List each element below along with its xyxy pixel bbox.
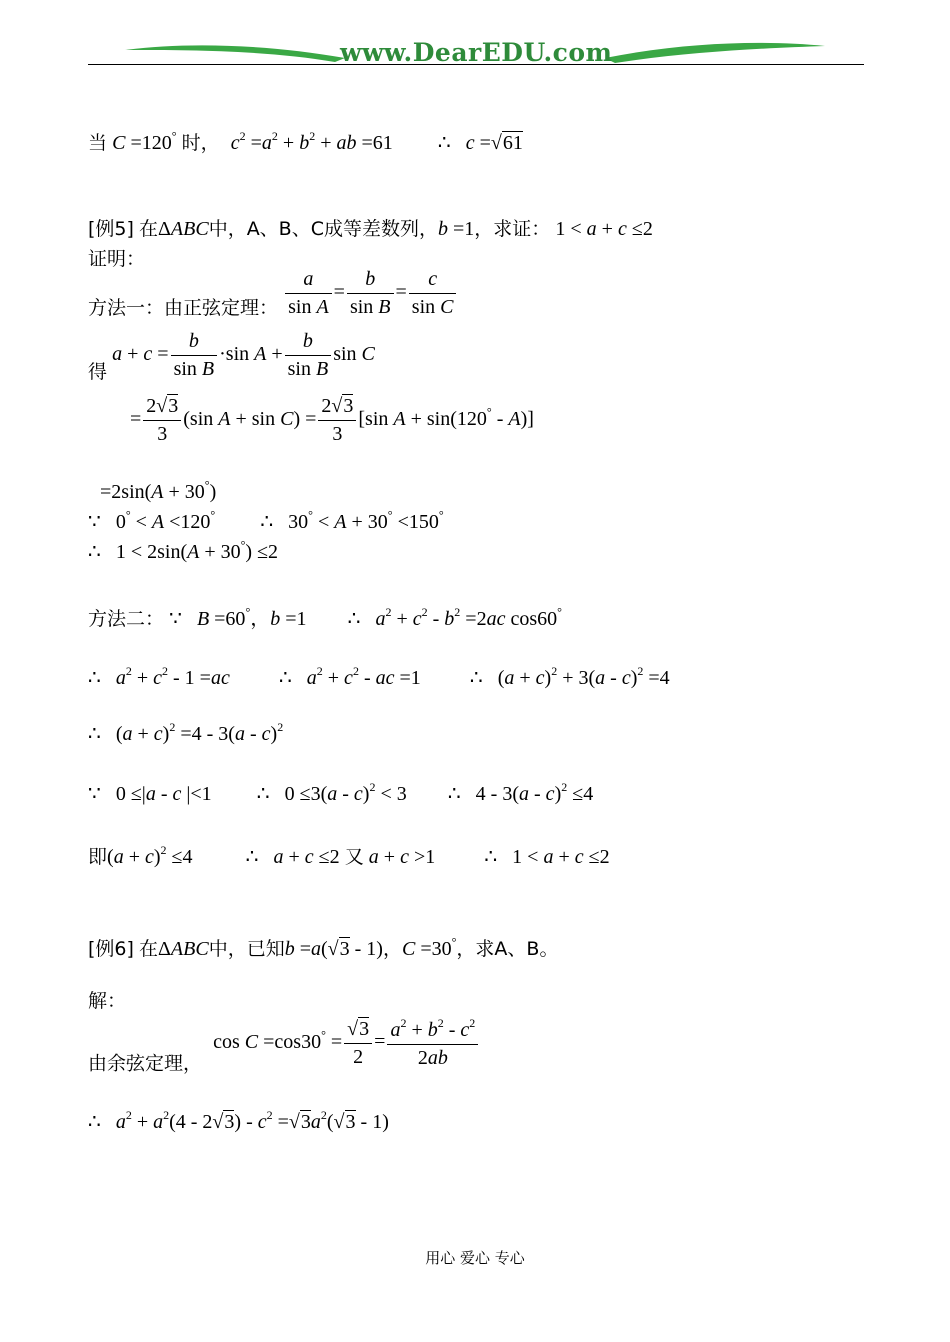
method2-line5: 即$(a + c)^2 \le 4$ ∴ a + c ≤2 又 a + c >1 ∴ 1 < a + c ≤2: [88, 843, 610, 868]
header-rule: [88, 64, 864, 65]
method1-sine-law: 方法一：由正弦定理： $\frac{a}{\text{sin A}}$ = $\frac{b}{\text{sin B}}$ = $\frac{c}{\text{sin C}}$: [88, 268, 458, 320]
final-equation: ∴ $a^2 + a^2(4 - 2√3) - c^2 =√3a^2(√3 - 1)$: [88, 1108, 389, 1133]
method1-step2: = $\frac{2√3}{3}$ (sin A + sin C) = $\frac{2√3}{3}$ [sin A + sin(120° - A)]: [130, 395, 534, 445]
page-footer: 用心 爱心 专心: [425, 1249, 525, 1267]
method2-line4: ∵ 0 ≤|a - c |<1 ∴ 0 ≤3(a - c)$^2$ < 3 ∴ 4 - 3(a - c)$^2$ ≤4: [88, 780, 594, 805]
solution-label: 解：: [88, 990, 127, 1012]
method2-line2: ∴ $a^2 + c^2 - 1 =ac$ ∴ $a^2 + c^2$ - ac =1 ∴ $(a + c)^2 + 3(a - c)^2 =4$: [88, 664, 670, 689]
line-c120: 当 C =120° 时， $c^2 =a^2 + b^2$ + ab =61 ∴ c =√61: [88, 129, 523, 154]
example6-statement: [例6] 在ΔABC中，已知b =a(√3 - 1)，C =30°，求A、B。: [88, 935, 559, 960]
site-logo: www.DearEDU.com: [340, 38, 613, 67]
method1-derivation: 得 a + c = $\frac{b}{\text{sin B}}$ ·sin A + $\frac{b}{\text{sin B}}$ sin C: [88, 330, 375, 383]
method1-range: ∵ 0° < A <120° ∴ 30° < A + 30° <150°: [88, 508, 444, 533]
method1-conclusion: ∴ 1 < 2sin(A + 30°) ≤2: [88, 538, 279, 563]
method1-step3: =2sin(A + 30°): [100, 478, 217, 503]
method2-line3: ∴ $(a + c)^2 =4 - 3(a - c)^2$: [88, 720, 284, 745]
proof-label: 证明：: [88, 248, 146, 270]
example5-statement: [例5] 在ΔABC中，A、B、C成等差数列，b =1，求证： 1 < a + c ≤2: [88, 218, 653, 240]
cosine-law-line: 由余弦定理， cos C =cos30° = $\frac{√3}{2}$ = $\frac{a^2 + b^2 - c^2}{2ab}$: [88, 1016, 480, 1076]
method2-start: 方法二： ∵ B =60°，b =1 ∴ $a^2 + c^2 - b^2 =2ac$ cos60°: [88, 605, 562, 630]
